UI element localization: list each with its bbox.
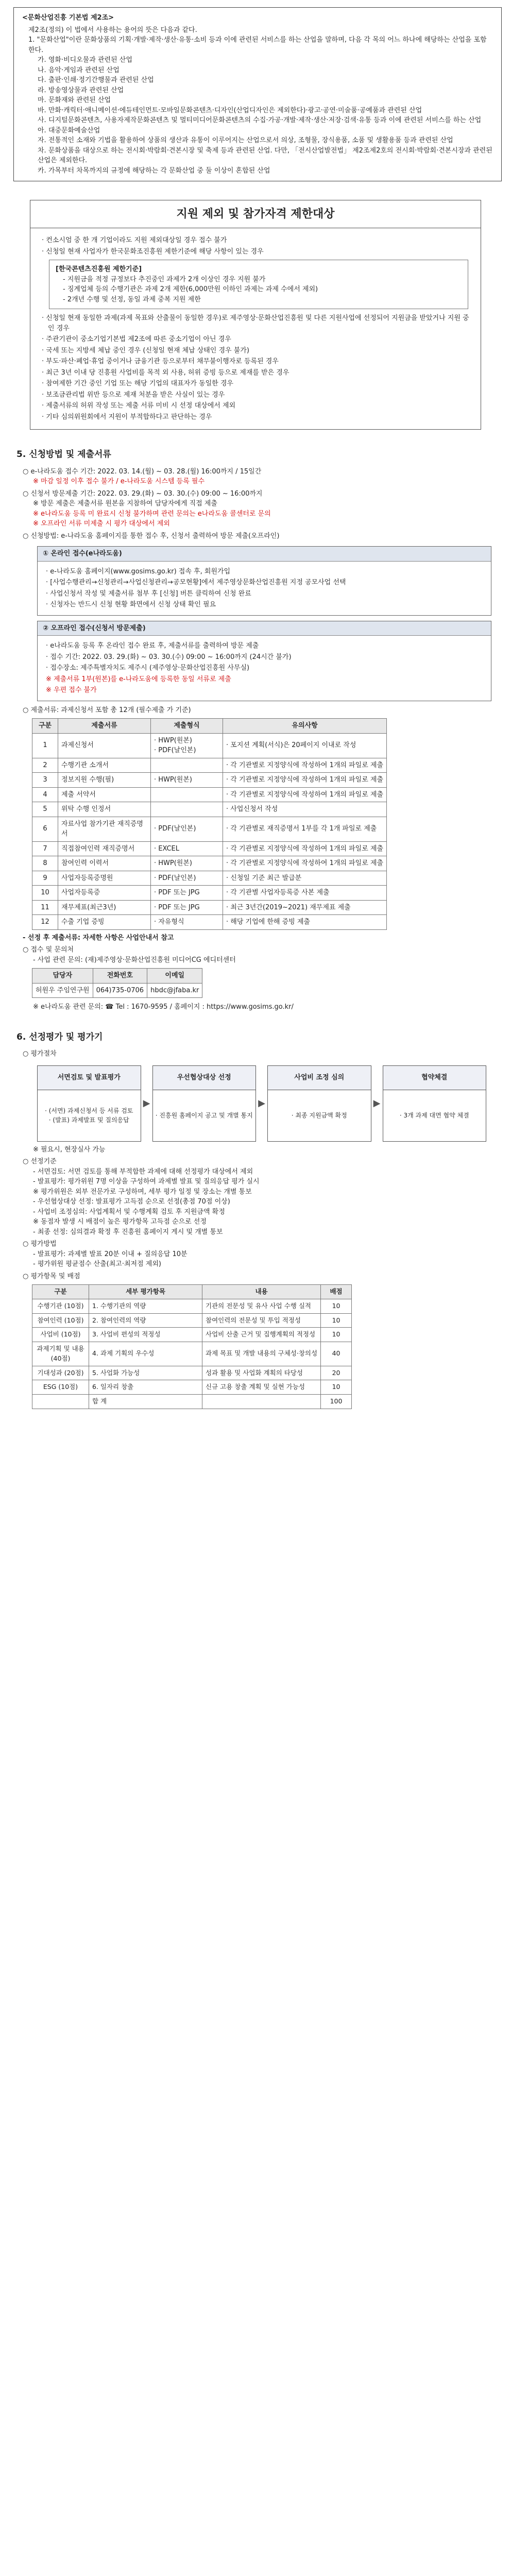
law-line: 카. 가목부터 차목까지의 규정에 해당하는 각 문화산업 중 둘 이상이 혼합된 산업: [38, 166, 270, 175]
law-line: 자. 전통적인 소재와 기법을 활용하여 상품의 생산과 유통이 이루어지는 산업으로서 의상, 조형물, 장식용품, 소품 및 생활용품 등과 관련된 산업: [38, 137, 453, 144]
criteria-line: - 최종 선정: 심의결과 확정 후 진흥원 홈페이지 게시 및 개별 통보: [33, 1228, 223, 1236]
law-line: 바. 만화·캐릭터·애니메이션·에듀테인먼트·모바일문화콘텐츠·디자인(산업디자인은 제외한다)·광고·공연·미술품·공예품과 관련된 산업: [38, 106, 422, 114]
doc-note: · 각 기관별로 재직증명서 1부를 각 1개 파일로 제출: [223, 817, 387, 841]
criteria-line: - 서면검토: 서면 검토를 통해 부적합한 과제에 대해 선정평가 대상에서 제외: [33, 1167, 253, 1176]
score-category: 기대성과 (20점): [32, 1366, 89, 1380]
submission-docs-table: [32, 718, 387, 930]
doc-number: 12: [32, 915, 58, 930]
doc-name: 제출 서약서: [58, 787, 151, 802]
doc-number: 11: [32, 900, 58, 915]
score-content: 성과 활용 및 사업화 계획의 타당성: [202, 1366, 321, 1380]
contact-table: [32, 968, 202, 998]
doc-number: 9: [32, 871, 58, 886]
period-online: ○ e-나라도움 접수 기간: 2022. 03. 14.(월) ~ 03. 28.(월) 16:00까지 / 15일간: [23, 467, 262, 476]
doc-name: 위탁 수행 인정서: [58, 802, 151, 817]
score-category: 참여인력 (10점): [32, 1313, 89, 1328]
criteria-line: ※ 동점자 발생 시 배점이 높은 평가항목 고득점 순으로 선정: [33, 1218, 207, 1226]
score-points: 10: [321, 1313, 352, 1328]
table-row: [32, 983, 202, 998]
doc-format: · HWP(원본) · PDF(날인본): [151, 733, 223, 758]
period-note: ※ 마감 일정 이후 접수 불가 / e-나라도움 시스템 등록 필수: [33, 478, 205, 485]
contact-email[interactable]: hbdc@jfaba.kr: [147, 983, 202, 998]
score-points: 10: [321, 1380, 352, 1395]
score-points: 10: [321, 1299, 352, 1313]
docs-table-body: [32, 733, 387, 929]
restriction-item: · 최근 3년 이내 당 진흥원 사업비를 목적 외 사용, 허위 증빙 등으로 제재를 받은 경우: [42, 368, 289, 377]
score-content: 신규 고용 창출 계획 및 실현 가능성: [202, 1380, 321, 1395]
table-row: [32, 871, 387, 886]
doc-format: [151, 758, 223, 773]
score-title: ○ 평가항목 및 배점: [23, 1272, 80, 1280]
score-item: 2. 참여인력의 역량: [89, 1313, 202, 1328]
restriction-item: · 컨소시엄 중 한 개 기업이라도 지원 제외대상일 경우 접수 불가: [42, 236, 227, 244]
criteria-line: ※ 평가위원은 외부 전문가로 구성하며, 세부 평가 일정 및 장소는 개별 통보: [33, 1188, 252, 1196]
score-points: 10: [321, 1328, 352, 1342]
doc-format: · PDF 또는 JPG: [151, 886, 223, 901]
eval-method-title: ○ 평가방법: [23, 1240, 57, 1248]
score-category: [32, 1395, 89, 1409]
doc-note: · 각 기관별로 지정양식에 작성하여 1개의 파일로 제출: [223, 787, 387, 802]
flow-step-title: 서면검토 및 발표평가: [37, 1065, 141, 1090]
support-line: ※ e나라도움 관련 문의: ☎ Tel : 1670-9595 / 홈페이지 : https://www.gosims.go.kr/: [33, 1003, 294, 1011]
doc-note: · 각 기관별로 지정양식에 작성하여 1개의 파일로 제출: [223, 773, 387, 788]
doc-name: 과제신청서: [58, 733, 151, 758]
doc-name: 수행기관 소개서: [58, 758, 151, 773]
doc-format: · HWP(원본): [151, 773, 223, 788]
table-row: [32, 915, 387, 930]
law-line: 1. "문화산업"이란 문화상품의 기획·개발·제작·생산·유통·소비 등과 이에 관련된 서비스를 하는 산업을 말하며, 다음 각 목의 어느 하나에 해당하는 산업을 포함한다.: [28, 36, 487, 54]
column-header: 구분: [32, 719, 58, 734]
score-item: 1. 수행기관의 역량: [89, 1299, 202, 1313]
law-excerpt-box: [13, 7, 502, 181]
table-row: [32, 1313, 352, 1328]
eval-method-line: - 발표평가: 과제별 발표 20분 이내 + 질의응답 10분: [33, 1250, 188, 1258]
doc-name: 수출 기업 증빙: [58, 915, 151, 930]
score-category: 과제기획 및 내용 (40점): [32, 1342, 89, 1366]
apply-method: ○ 신청방법: e-나라도움 홈페이지를 통한 접수 후, 신청서 출력하여 방문 제출(오프라인): [23, 532, 280, 540]
doc-number: 7: [32, 841, 58, 856]
law-line: 제2조(정의) 이 법에서 사용하는 용어의 뜻은 다음과 같다.: [28, 26, 197, 34]
online-step: · [사업수행관리→신청관리→사업신청관리→공모현황]에서 제주영상문화산업진흥원 지정 공모사업 선택: [46, 579, 346, 586]
law-line: 가. 영화·비디오물과 관련된 산업: [38, 56, 132, 64]
table-row: [32, 758, 387, 773]
law-line: 아. 대중문화예술산업: [38, 126, 100, 134]
arrow-right-icon: ▶: [373, 1098, 381, 1109]
eval-method-line: - 평가위원 평균점수 산출(최고·최저점 제외): [33, 1260, 161, 1268]
table-row: [32, 787, 387, 802]
table-row: [32, 1299, 352, 1313]
score-content: 기관의 전문성 및 유사 사업 수행 실적: [202, 1299, 321, 1313]
doc-note: · 각 기관별로 지정양식에 작성하여 1개의 파일로 제출: [223, 856, 387, 871]
criteria-item: - 징계업체 등의 수행기관은 과제 2개 제한(6,000만원 이하인 과제는 과제 수에서 제외): [63, 285, 318, 293]
criteria-line: - 우선협상대상 선정: 발표평가 고득점 순으로 선정(총점 70점 이상): [33, 1198, 230, 1206]
doc-name: 재무제표(최근3년): [58, 900, 151, 915]
restriction-item: · 신청일 현재 사업자가 한국문화조진흥원 제한기준에 해당 사항이 있는 경우: [42, 247, 264, 256]
doc-format: · PDF(날인본): [151, 817, 223, 841]
doc-number: 10: [32, 886, 58, 901]
score-item: 5. 사업화 가능성: [89, 1366, 202, 1380]
score-category: ESG (10점): [32, 1380, 89, 1395]
table-row: [32, 1342, 352, 1366]
column-header: 배점: [321, 1285, 352, 1299]
doc-number: 2: [32, 758, 58, 773]
restriction-box: [30, 200, 481, 430]
doc-note: · 사업신청서 작성: [223, 802, 387, 817]
contact-title: ○ 접수 및 문의처: [23, 946, 74, 954]
flow-step-desc: · 진흥원 홈페이지 공고 및 개별 통지: [152, 1090, 257, 1142]
doc-format: · PDF(날인본): [151, 871, 223, 886]
criteria-item: - 지원금을 적정 규정보다 추진중인 과제가 2개 이상인 경우 지원 불가: [63, 275, 266, 283]
score-category: 수행기관 (10점): [32, 1299, 89, 1313]
table-row: [32, 817, 387, 841]
table-row: [32, 841, 387, 856]
table-row: [32, 1328, 352, 1342]
restriction-item: · 신청일 현재 동일한 과제(과제 목표와 산출물이 동일한 경우)로 제주영상·문화산업진흥원 및 다른 지원사업에 선정되어 지원금을 받았거나 지원 중인 경우: [42, 314, 469, 332]
warning-note: ※ 오프라인 서류 미제출 시 평가 대상에서 제외: [33, 520, 170, 528]
score-item: 6. 일자리 창출: [89, 1380, 202, 1395]
flow-step-title: 협약체결: [383, 1065, 487, 1090]
doc-note: · 포지션 계획(서식)은 20페이지 이내로 작성: [223, 733, 387, 758]
flow-step-desc: · 최종 지원금액 확정: [267, 1090, 371, 1142]
law-line: 마. 문화재와 관련된 산업: [38, 96, 111, 104]
table-header-row: [32, 1285, 352, 1299]
doc-name: 정보지원 수행(필): [58, 773, 151, 788]
table-row: [32, 1395, 352, 1409]
flow-note: ※ 필요시, 현장실사 가능: [33, 1145, 106, 1154]
column-header: 전화번호: [93, 969, 147, 984]
table-row: [32, 802, 387, 817]
doc-number: 4: [32, 787, 58, 802]
table-row: [32, 1366, 352, 1380]
score-content: 과제 목표 및 개발 내용의 구체성·창의성: [202, 1342, 321, 1366]
column-header: 유의사항: [223, 719, 387, 734]
offline-step: · e나라도움 등록 후 온라인 접수 완료 후, 제출서류를 출력하여 방문 제출: [46, 642, 259, 650]
law-heading: <문화산업진흥 기본법 제2조>: [22, 14, 114, 22]
score-content: 사업비 산출 근거 및 집행계획의 적정성: [202, 1328, 321, 1342]
score-points: 40: [321, 1342, 352, 1366]
doc-name: 참여인력 이력서: [58, 856, 151, 871]
score-item: 3. 사업비 편성의 적정성: [89, 1328, 202, 1342]
arrow-right-icon: ▶: [143, 1098, 150, 1109]
restriction-item: · 기타 심의위원회에서 지원이 부적합하다고 판단하는 경우: [42, 413, 212, 421]
law-line: 다. 출판·인쇄·정기간행물과 관련된 산업: [38, 76, 154, 84]
doc-note: · 각 기관별 사업자등록증 사본 제출: [223, 886, 387, 901]
flow-step-title: 우선협상대상 선정: [152, 1065, 257, 1090]
restriction-item: · 제출서류의 허위 작성 또는 제출 서류 미비 시 선정 대상에서 제외: [42, 402, 236, 410]
doc-number: 6: [32, 817, 58, 841]
table-header-row: [32, 969, 202, 984]
restriction-criteria-box: [49, 260, 468, 309]
doc-name: 자료사업 참가기관 재직증명서: [58, 817, 151, 841]
table-row: [32, 733, 387, 758]
restriction-item: · 참여제한 기간 중인 기업 또는 해당 기업의 대표자가 동일한 경우: [42, 380, 233, 387]
law-line: 사. 디지털문화콘텐츠, 사용자제작문화콘텐츠 및 멀티미디어문화콘텐츠의 수집·가공·개발·제작·생산·저장·검색·유통 등과 이에 관련된 서비스를 하는 산업: [38, 116, 482, 124]
restriction-item: · 보조금관리법 위반 등으로 제재 처분을 받은 사실이 있는 경우: [42, 391, 225, 399]
table-row: [32, 856, 387, 871]
restriction-title: 지원 제외 및 참가자격 제한대상: [30, 200, 481, 228]
flow-step: [267, 1065, 371, 1142]
column-header: 제출형식: [151, 719, 223, 734]
score-content: [202, 1395, 321, 1409]
table-row: [32, 900, 387, 915]
online-step: · 사업신청서 작성 및 제출서류 첨부 후 [신청] 버튼 클릭하여 신청 완료: [46, 589, 251, 598]
online-step: · 신청자는 반드시 신청 현황 화면에서 신청 상태 확인 필요: [46, 601, 216, 608]
doc-format: · PDF 또는 JPG: [151, 900, 223, 915]
doc-note: · 신청일 기준 최근 발급분: [223, 871, 387, 886]
offline-step: ※ 제출서류 1부(원본)를 e-나라도움에 등록한 동일 서류로 제출: [46, 675, 231, 683]
offline-step: ※ 우편 접수 불가: [46, 686, 97, 694]
doc-format: · EXCEL: [151, 841, 223, 856]
contact-phone: 064)735-0706: [93, 983, 147, 998]
scoring-table: [32, 1284, 352, 1409]
doc-format: · 자유형식: [151, 915, 223, 930]
restriction-item: · 국세 또는 지방세 체납 중인 경우 (신청일 현재 체납 상태인 경우 불가): [42, 346, 249, 354]
doc-note: · 해당 기업에 한해 증빙 제출: [223, 915, 387, 930]
docs-title: ○ 제출서류: 과제신청서 포함 총 12개 (필수제출 가 기준): [23, 706, 191, 714]
period-visit: ○ 신청서 방문제출 기간: 2022. 03. 29.(화) ~ 03. 30.(수) 09:00 ~ 16:00까지: [23, 489, 263, 498]
criteria-title: ○ 선정기준: [23, 1158, 57, 1165]
offline-step: · 접수 기간: 2022. 03. 29.(화) ~ 03. 30.(수) 09:00 ~ 16:00까지 (24시간 불가): [46, 653, 292, 661]
procedure-title: ○ 평가절차: [23, 1050, 57, 1058]
column-header: 세부 평가항목: [89, 1285, 202, 1299]
offline-apply-heading: ② 오프라인 접수(신청서 방문제출): [38, 621, 491, 636]
score-content: 참여인력의 전문성 및 투입 적정성: [202, 1313, 321, 1328]
criteria-line: - 발표평가: 평가위원 7명 이상을 구성하여 과제별 발표 및 질의응답 평가 실시: [33, 1178, 260, 1185]
doc-name: 직접참여인력 재직증명서: [58, 841, 151, 856]
table-row: [32, 773, 387, 788]
section-6-title: 6. 선정평가 및 평가기: [16, 1031, 103, 1042]
offline-apply-box: [37, 621, 491, 701]
law-line: 라. 방송영상물과 관련된 산업: [38, 86, 124, 94]
doc-format: [151, 787, 223, 802]
score-item: 4. 과제 기획의 우수성: [89, 1342, 202, 1366]
table-row: [32, 1380, 352, 1395]
flow-step-desc: · 3개 과제 대면 협약 체결: [383, 1090, 487, 1142]
warning-note: ※ e나라도움 등록 미 완료시 신청 불가하며 관련 문의는 e나라도움 콜센터로 문의: [33, 510, 271, 518]
column-header: 제출서류: [58, 719, 151, 734]
online-step: · e-나라도움 홈페이지(www.gosims.go.kr) 접속 후, 회원가입: [46, 567, 231, 575]
column-header: 담당자: [32, 969, 93, 984]
visit-note: ※ 방문 제출은 제출서류 원본을 지참하여 담당자에게 직접 제출: [33, 500, 217, 507]
procedure-flow: [37, 1065, 486, 1142]
docs-note: - 선정 후 제출서류: 자세한 사항은 사업안내서 참고: [23, 934, 174, 942]
restriction-item: · 주관기관이 중소기업기본법 제2조에 따른 중소기업이 아닌 경우: [42, 335, 231, 343]
doc-number: 3: [32, 773, 58, 788]
score-item: 합 계: [89, 1395, 202, 1409]
doc-number: 5: [32, 802, 58, 817]
column-header: 구분: [32, 1285, 89, 1299]
score-points: 20: [321, 1366, 352, 1380]
doc-note: · 각 기관별로 지정양식에 작성하여 1개의 파일로 제출: [223, 841, 387, 856]
column-header: 내용: [202, 1285, 321, 1299]
flow-step: [37, 1065, 141, 1142]
online-apply-box: [37, 546, 491, 616]
scoring-table-body: [32, 1299, 352, 1409]
law-line: 차. 문화상품을 대상으로 하는 전시회·박람회·견본시장 및 축제 등과 관련된 산업. 다만, 「전시산업발전법」 제2조제2호의 전시회·박람회·견본시장과 관련된 산업은 제외한다.: [38, 146, 492, 164]
criteria-line: - 사업비 조정심의: 사업계획서 및 수행계획 검토 후 지원금액 확정: [33, 1208, 225, 1216]
doc-number: 8: [32, 856, 58, 871]
contact-line: - 사업 관련 문의: (재)제주영상·문화산업진흥원 미디어CG 에디터센터: [33, 956, 236, 964]
section-5-title: 5. 신청방법 및 제출서류: [16, 449, 111, 460]
doc-note: · 최근 3년간(2019~2021) 재무제표 제출: [223, 900, 387, 915]
contact-person: 허원우 주임연구원: [32, 983, 93, 998]
offline-step: · 접수장소: 제주특별자치도 제주시 (제주영상·문화산업진흥원 사무실): [46, 664, 250, 672]
flow-step-title: 사업비 조정 심의: [267, 1065, 371, 1090]
score-points: 100: [321, 1395, 352, 1409]
doc-format: [151, 802, 223, 817]
table-header-row: [32, 719, 387, 734]
law-line: 나. 음악·게임과 관련된 산업: [38, 66, 120, 74]
criteria-heading: [한국콘텐츠진흥원 제한기준]: [56, 265, 142, 273]
doc-note: · 각 기관별로 지정양식에 작성하여 1개의 파일로 제출: [223, 758, 387, 773]
arrow-right-icon: ▶: [258, 1098, 265, 1109]
column-header: 이메일: [147, 969, 202, 984]
online-apply-heading: ① 온라인 접수(e나라도움): [38, 547, 491, 562]
doc-number: 1: [32, 733, 58, 758]
doc-name: 사업자등록증: [58, 886, 151, 901]
flow-step-desc: · (서면) 과제신청서 등 서류 검토 · (발표) 과제발표 및 질의응답: [37, 1090, 141, 1142]
doc-name: 사업자등록증명원: [58, 871, 151, 886]
flow-step: [152, 1065, 257, 1142]
table-row: [32, 886, 387, 901]
flow-step: [383, 1065, 487, 1142]
restriction-item: · 부도·파산·폐업·휴업 중이거나 금융기관 등으로부터 채무불이행자로 등록된 경우: [42, 358, 279, 365]
score-category: 사업비 (10점): [32, 1328, 89, 1342]
criteria-item: - 2개년 수행 및 선정, 동일 과제 중복 지원 제한: [63, 295, 201, 303]
doc-format: · HWP(원본): [151, 856, 223, 871]
